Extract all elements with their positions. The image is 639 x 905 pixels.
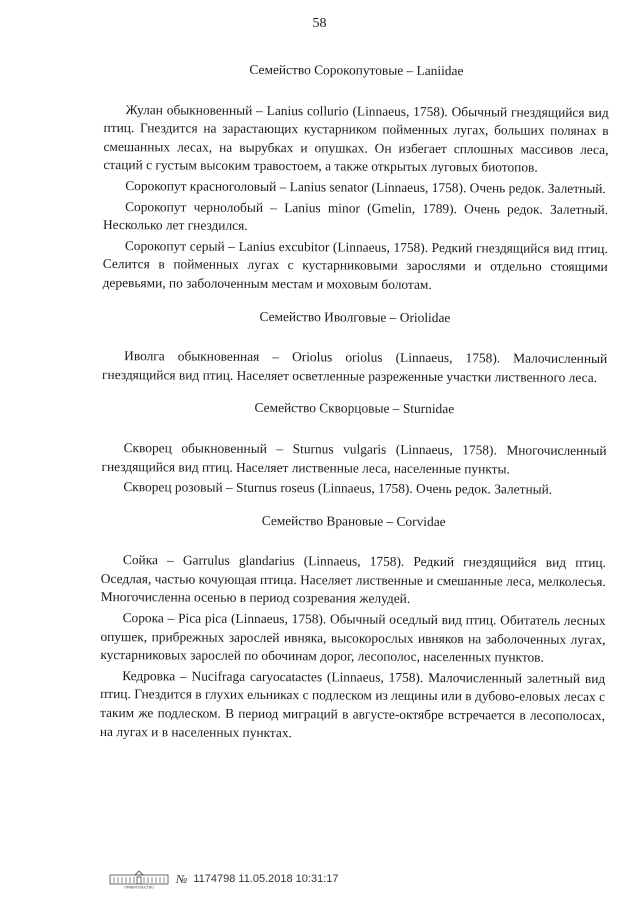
species-paragraph: Сорока – Pica pica (Linnaeus, 1758). Обычный оседлый вид птиц. Обитатель лесных опушек, прибрежных зарослей ивняка, высокорослых ивняков на заболоченных лугах, кустарниковых зарослей по обочинам дорог, лесополос, населенных пунктов. bbox=[100, 610, 606, 665]
species-paragraph: Сорокопут серый – Lanius excubitor (Linnaeus, 1758). Редкий гнездящийся вид птиц. Селится в пойменных лугах с кустарниковыми зарослями и отдельно стоящими деревьями, по заболоченным местам и моховым болотам. bbox=[102, 237, 608, 292]
family-heading-corvidae: Семейство Врановые – Corvidae bbox=[261, 512, 446, 529]
page-content bbox=[100, 60, 609, 744]
species-paragraph: Скворец розовый – Sturnus roseus (Linnaeus, 1758). Очень редок. Залетный. bbox=[123, 479, 553, 497]
species-paragraph: Иволга обыкновенная – Oriolus oriolus (Linnaeus, 1758). Малочисленный гнездящийся вид птиц. Населяет осветленные разреженные участки лиственного леса. bbox=[102, 348, 608, 385]
species-paragraph: Сойка – Garrulus glandarius (Linnaeus, 1758). Редкий гнездящийся вид птиц. Оседлая, частью кочующая птица. Населяет лиственные и смешанные леса, мелколесья. Многочисленна осенью в период созревания желудей. bbox=[100, 552, 606, 607]
species-paragraph: Сорокопут красноголовый – Lanius senator (Linnaeus, 1758). Очень редок. Залетный. bbox=[125, 178, 606, 197]
government-building-emblem bbox=[108, 869, 170, 889]
species-paragraph: Скворец обыкновенный – Sturnus vulgaris (Linnaeus, 1758). Многочисленный гнездящийся вид птиц. Населяет лиственные леса, населенные пункты. bbox=[101, 440, 607, 476]
number-sign: № bbox=[176, 871, 188, 886]
page-number: 58 bbox=[312, 16, 327, 31]
species-paragraph: Кедровка – Nucifraga caryocatactes (Linnaeus, 1758). Малочисленный залетный вид птиц. Гнездится в глухих ельниках с подлеском из лещины или в дубово-еловых лесах с таким же подлеском. В период миграций в августе-октябре встречается в лесополосах, на лугах и в населенных пунктах. bbox=[99, 667, 606, 740]
registration-number: 1174798 11.05.2018 10:31:17 bbox=[193, 873, 339, 885]
species-paragraph: Жулан обыкновенный – Lanius collurio (Linnaeus, 1758). Обычный гнездящийся вид птиц. Гнездится на зарастающих кустарником пойменных лугах, больших полянах в смешанных лесах, на вырубках и опушках. Он избегает сплошных массивов леса, стаций с густым высоким травостоем, а также открытых луговых биотопов. bbox=[103, 101, 609, 176]
family-heading-oriolidae: Семейство Иволговые – Oriolidae bbox=[259, 308, 451, 325]
family-heading-sturnidae: Семейство Скворцовые – Sturnidae bbox=[254, 400, 455, 417]
species-paragraph: Сорокопут чернолобый – Lanius minor (Gmelin, 1789). Очень редок. Залетный. Несколько лет гнездился. bbox=[102, 198, 609, 234]
family-heading-laniidae: Семейство Сорокопутовые – Laniidae bbox=[249, 61, 464, 79]
registration-footer bbox=[108, 868, 339, 890]
emblem-caption: ПРАВИТЕЛЬСТВО bbox=[124, 885, 154, 889]
